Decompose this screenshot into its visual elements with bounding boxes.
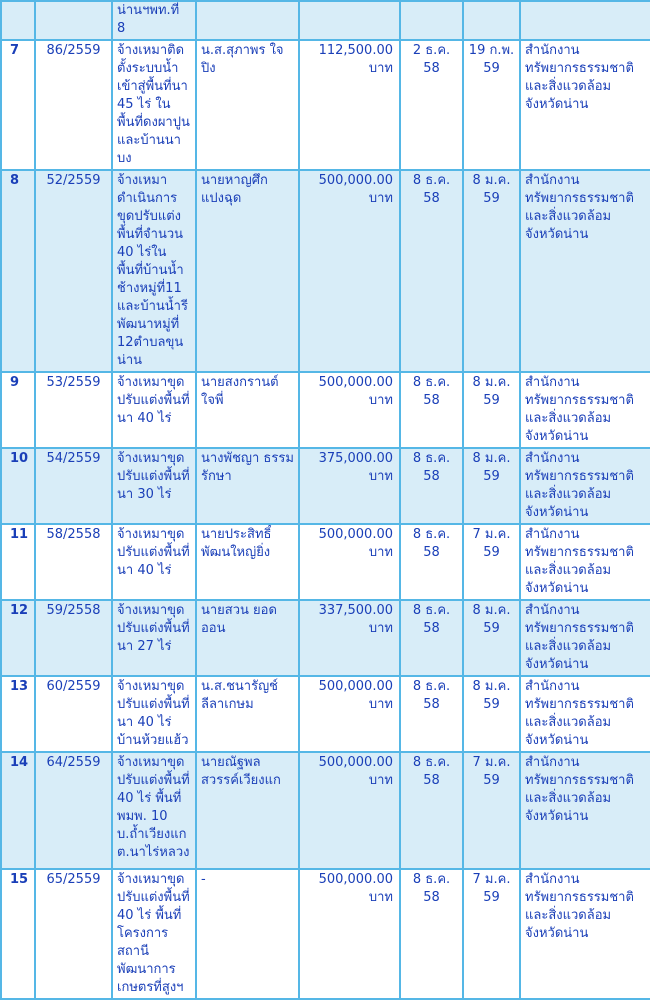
contract-number: 54/2559 <box>35 448 112 524</box>
work-description: จ้างเหมาดำเนินการขุดปรับแต่งพื้นที่จำนวน 40 ไร่ในพื้นที่บ้านน้ำช้างหมู่ที่11 และบ้านน้ำรีพัฒนาหมู่ที่ 12ตำบลขุนน่าน <box>112 170 196 372</box>
agency-name: สำนักงานทรัพยากรธรรมชาติและสิ่งแวดล้อมจังหวัดน่าน <box>520 170 650 372</box>
contractor-name: นายหาญศึก แปงฉุด <box>196 170 299 372</box>
work-description: จ้างเหมาขุดปรับแต่งพื้นที่นา 40 ไร่ บ้านห้วยแฮ้ว <box>112 676 196 752</box>
contract-number: 86/2559 <box>35 40 112 170</box>
agency-name: สำนักงานทรัพยากรธรรมชาติและสิ่งแวดล้อมจังหวัดน่าน <box>520 600 650 676</box>
table-row <box>1 752 650 869</box>
work-description: จ้างเหมาขุดปรับแต่งพื้นที่ 40 ไร่ พื้นที่โครงการสถานีพัฒนาการเกษตรที่สูงฯ <box>112 869 196 999</box>
contract-number: 64/2559 <box>35 752 112 869</box>
work-description: จ้างเหมาติดตั้งระบบน้ำเข้าสู่พื้นที่นา 45 ไร่ ในพื้นที่ดงผาปูน และบ้านนาบง <box>112 40 196 170</box>
row-number: 11 <box>1 524 35 600</box>
agency-name: สำนักงานทรัพยากรธรรมชาติและสิ่งแวดล้อมจังหวัดน่าน <box>520 752 650 869</box>
contract-number: 58/2558 <box>35 524 112 600</box>
contractor-name: นางพัชญา ธรรมรักษา <box>196 448 299 524</box>
contract-amount: 500,000.00 บาท <box>299 372 400 448</box>
row-number: 9 <box>1 372 35 448</box>
table-row <box>1 869 650 999</box>
work-description: จ้างเหมาขุดปรับแต่งพื้นที่นา 30 ไร่ <box>112 448 196 524</box>
start-date: 8 ธ.ค. 58 <box>400 869 463 999</box>
contract-amount: 500,000.00 บาท <box>299 752 400 869</box>
table-row <box>1 448 650 524</box>
contract-amount: 500,000.00 บาท <box>299 869 400 999</box>
end-date: 8 ม.ค. 59 <box>463 170 520 372</box>
start-date: 2 ธ.ค. 58 <box>400 40 463 170</box>
end-date: 8 ม.ค. 59 <box>463 448 520 524</box>
contract-number: 60/2559 <box>35 676 112 752</box>
contractor-name: นายณัฐพล สวรรค์เวียงแก <box>196 752 299 869</box>
agency-name: สำนักงานทรัพยากรธรรมชาติและสิ่งแวดล้อมจังหวัดน่าน <box>520 448 650 524</box>
start-date: 8 ธ.ค. 58 <box>400 448 463 524</box>
end-date: 8 ม.ค. 59 <box>463 676 520 752</box>
table-row <box>1 524 650 600</box>
contract-number: 53/2559 <box>35 372 112 448</box>
contract-number: 59/2558 <box>35 600 112 676</box>
end-date: 7 ม.ค. 59 <box>463 869 520 999</box>
contract-amount: 500,000.00 บาท <box>299 170 400 372</box>
row-number: 14 <box>1 752 35 869</box>
agency-name: สำนักงานทรัพยากรธรรมชาติและสิ่งแวดล้อมจังหวัดน่าน <box>520 40 650 170</box>
table-row <box>1 170 650 372</box>
start-date <box>400 1 463 40</box>
start-date: 8 ธ.ค. 58 <box>400 524 463 600</box>
row-number: 10 <box>1 448 35 524</box>
contractor-name: - <box>196 869 299 999</box>
table-row <box>1 676 650 752</box>
end-date: 7 ม.ค. 59 <box>463 524 520 600</box>
contract-amount: 500,000.00 บาท <box>299 524 400 600</box>
contract-amount: 112,500.00 บาท <box>299 40 400 170</box>
start-date: 8 ธ.ค. 58 <box>400 600 463 676</box>
contractor-name: นายสงกรานต์ ใจพี่ <box>196 372 299 448</box>
agency-name: สำนักงานทรัพยากรธรรมชาติและสิ่งแวดล้อมจังหวัดน่าน <box>520 524 650 600</box>
end-date: 19 ก.พ. 59 <box>463 40 520 170</box>
contract-amount: 337,500.00 บาท <box>299 600 400 676</box>
contractor-name: นายประสิทธิ์ พัฒนใหญ่ยิ่ง <box>196 524 299 600</box>
contractor-name <box>196 1 299 40</box>
contractor-name: น.ส.ชนารัญช์ ลีลาเกษม <box>196 676 299 752</box>
contract-number: 52/2559 <box>35 170 112 372</box>
table-row <box>1 1 650 40</box>
work-description: จ้างเหมาขุดปรับแต่งพื้นที่นา 40 ไร่ <box>112 524 196 600</box>
start-date: 8 ธ.ค. 58 <box>400 752 463 869</box>
end-date: 8 ม.ค. 59 <box>463 600 520 676</box>
contract-number <box>35 1 112 40</box>
agency-name: สำนักงานทรัพยากรธรรมชาติและสิ่งแวดล้อมจังหวัดน่าน <box>520 676 650 752</box>
table-row <box>1 40 650 170</box>
row-number <box>1 1 35 40</box>
agency-name <box>520 1 650 40</box>
work-description: น่านฯพท.ที่ 8 <box>112 1 196 40</box>
row-number: 8 <box>1 170 35 372</box>
row-number: 15 <box>1 869 35 999</box>
contract-amount: 500,000.00 บาท <box>299 676 400 752</box>
start-date: 8 ธ.ค. 58 <box>400 676 463 752</box>
end-date <box>463 1 520 40</box>
agency-name: สำนักงานทรัพยากรธรรมชาติและสิ่งแวดล้อมจังหวัดน่าน <box>520 869 650 999</box>
table-row <box>1 372 650 448</box>
start-date: 8 ธ.ค. 58 <box>400 170 463 372</box>
contractor-name: น.ส.สุภาพร ใจปิง <box>196 40 299 170</box>
work-description: จ้างเหมาขุดปรับแต่งพื้นที่นา 27 ไร่ <box>112 600 196 676</box>
contractor-name: นายสวน ยอดออน <box>196 600 299 676</box>
end-date: 8 ม.ค. 59 <box>463 372 520 448</box>
row-number: 7 <box>1 40 35 170</box>
agency-name: สำนักงานทรัพยากรธรรมชาติและสิ่งแวดล้อมจังหวัดน่าน <box>520 372 650 448</box>
work-description: จ้างเหมาขุดปรับแต่งพื้นที่ 40 ไร่ พื้นที่ พมพ. 10 บ.ถ้ำเวียงแก ต.นาไร่หลวง <box>112 752 196 869</box>
row-number: 13 <box>1 676 35 752</box>
contract-amount <box>299 1 400 40</box>
row-number: 12 <box>1 600 35 676</box>
table-row <box>1 600 650 676</box>
contract-amount: 375,000.00 บาท <box>299 448 400 524</box>
contract-number: 65/2559 <box>35 869 112 999</box>
end-date: 7 ม.ค. 59 <box>463 752 520 869</box>
start-date: 8 ธ.ค. 58 <box>400 372 463 448</box>
work-description: จ้างเหมาขุดปรับแต่งพื้นที่นา 40 ไร่ <box>112 372 196 448</box>
